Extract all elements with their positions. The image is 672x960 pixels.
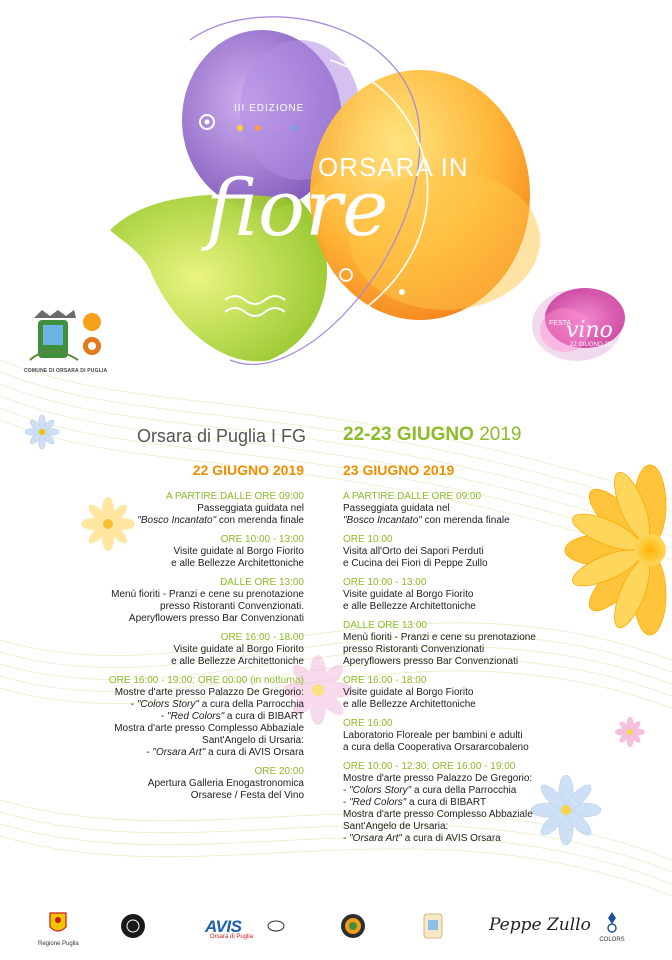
italic-title: "Red Colors" bbox=[349, 797, 407, 808]
title-fiore: fiore bbox=[206, 164, 389, 254]
event-block bbox=[60, 765, 304, 802]
event-line: Menù fioriti - Pranzi e cene su prenotazione bbox=[343, 632, 536, 643]
small-daisy-left bbox=[25, 415, 59, 449]
peppe-zullo-logo: Peppe Zullo bbox=[489, 915, 591, 935]
event-line: e alle Bellezze Architettoniche bbox=[171, 656, 304, 667]
event-time: ORE 10:00 - 12:30; ORE 16:00 - 19:00 bbox=[343, 761, 516, 772]
dash: - bbox=[343, 785, 350, 796]
day-1-title: 22 GIUGNO 2019 bbox=[192, 462, 304, 478]
event-line-tail: a cura di BIBART bbox=[224, 711, 304, 722]
event-line: Visite guidate al Borgo Fiorito bbox=[343, 589, 474, 600]
event-line: Passeggiata guidata nel bbox=[343, 503, 450, 514]
comune-label: COMUNE DI ORSARA DI PUGLIA bbox=[24, 368, 108, 374]
comune-emblem bbox=[30, 310, 78, 360]
festa-vino-word: vino bbox=[566, 318, 613, 343]
event-line: Orsarese / Festa del Vino bbox=[190, 790, 304, 801]
event-block bbox=[60, 533, 304, 570]
avis-logo-text: AVIS bbox=[205, 917, 242, 936]
small-pink-flower-right bbox=[615, 717, 645, 747]
event-time: ORE 16:00 - 18.00 bbox=[220, 632, 304, 643]
event-dates bbox=[343, 424, 521, 446]
event-block bbox=[343, 674, 573, 711]
event-block bbox=[60, 674, 304, 759]
event-time: DALLE ORE 13:00 bbox=[343, 620, 427, 631]
event-line-tail: a cura di AVIS Orsara bbox=[401, 833, 501, 844]
event-time: A PARTIRE DALLE ORE 09:00 bbox=[343, 491, 482, 502]
event-line: a cura della Cooperativa Orsararcobaleno bbox=[343, 742, 529, 753]
event-line-tail: a cura di AVIS Orsara bbox=[205, 747, 304, 758]
event-time: ORE 20:00 bbox=[254, 766, 304, 777]
location-place: Orsara di Puglia I FG bbox=[136, 426, 306, 446]
event-line: e alle Bellezze Architettoniche bbox=[343, 699, 476, 710]
event-block bbox=[343, 490, 573, 527]
bear-icon bbox=[268, 921, 284, 931]
event-sub-line bbox=[343, 785, 573, 797]
italic-title: "Orsara Art" bbox=[349, 833, 402, 844]
event-line: Sant'Angelo de Ursaria: bbox=[343, 821, 449, 832]
event-line: e alle Bellezze Architettoniche bbox=[343, 601, 476, 612]
festa-date: 22 GIUGNO 2019 bbox=[570, 342, 618, 348]
event-line: Visita all'Orto dei Sapori Perduti bbox=[343, 546, 484, 557]
italic-title: "Colors Story" bbox=[349, 785, 412, 796]
event-line: Menù fioriti - Pranzi e cene su prenotazione bbox=[111, 589, 304, 600]
event-time: ORE 16:00 bbox=[343, 718, 393, 729]
event-block bbox=[60, 631, 304, 668]
dash: - bbox=[146, 747, 153, 758]
regione-puglia-label: Regione Puglia bbox=[38, 941, 79, 947]
event-time: ORE 10:00 bbox=[343, 534, 393, 545]
avis-sub-label: Orsara di Puglia bbox=[210, 934, 254, 940]
event-line: Apertura Galleria Enogastronomica bbox=[147, 778, 304, 789]
event-line: Visite guidate al Borgo Fiorito bbox=[173, 546, 304, 557]
event-line-tail: a cura della Parrocchia bbox=[198, 699, 304, 710]
event-line bbox=[343, 515, 573, 527]
event-block bbox=[343, 619, 573, 668]
event-line: e Cucina dei Fiori di Peppe Zullo bbox=[343, 558, 488, 569]
italic-title: "Bosco Incantato" bbox=[343, 515, 422, 526]
event-line: Mostre d'arte presso Palazzo De Gregorio: bbox=[114, 687, 304, 698]
orsara-logo bbox=[83, 313, 101, 355]
event-line: Mostre d'arte presso Palazzo De Gregorio: bbox=[343, 773, 533, 784]
event-line-tail: con merenda finale bbox=[216, 515, 304, 526]
bibart-logo bbox=[121, 914, 145, 938]
event-line: Visite guidate al Borgo Fiorito bbox=[173, 644, 304, 655]
event-line: Sant'Angelo di Ursaria: bbox=[202, 735, 304, 746]
event-line: Mostra d'arte presso Complesso Abbaziale bbox=[114, 723, 304, 734]
event-block bbox=[343, 576, 573, 613]
event-line-tail: con merenda finale bbox=[421, 515, 510, 526]
dash: - bbox=[343, 833, 350, 844]
dash: - bbox=[160, 711, 168, 722]
event-line: Laboratorio Floreale per bambini e adulti bbox=[343, 730, 523, 741]
event-line: presso Ristoranti Convenzionati bbox=[343, 644, 485, 655]
italic-title: "Red Colors" bbox=[167, 711, 225, 722]
event-line: Aperyflowers presso Bar Convenzionati bbox=[128, 613, 304, 624]
event-time: ORE 10:00 - 13:00 bbox=[343, 577, 427, 588]
title-orsara-in: ORSARA IN bbox=[318, 152, 469, 182]
event-time: A PARTIRE DALLE ORE 09:00 bbox=[165, 491, 304, 502]
italic-title: "Orsara Art" bbox=[152, 747, 206, 758]
event-line-tail: a cura di BIBART bbox=[406, 797, 487, 808]
event-dates-bold: 22-23 GIUGNO bbox=[343, 424, 474, 445]
event-block bbox=[60, 490, 304, 527]
event-time: DALLE ORE 13:00 bbox=[220, 577, 304, 588]
dash: - bbox=[130, 699, 137, 710]
dash: - bbox=[343, 797, 350, 808]
event-line-tail: a cura della Parrocchia bbox=[411, 785, 517, 796]
edition-label: III EDIZIONE bbox=[234, 103, 305, 114]
event-sub-line bbox=[343, 833, 573, 845]
event-sub-line bbox=[60, 711, 304, 723]
event-block bbox=[60, 576, 304, 625]
program-day-2 bbox=[343, 462, 573, 851]
day-2-title: 23 GIUGNO 2019 bbox=[343, 462, 455, 478]
event-line: Visite guidate al Borgo Fiorito bbox=[343, 687, 474, 698]
orsararcobaleno-logo bbox=[341, 914, 365, 938]
event-sub-line bbox=[60, 699, 304, 711]
event-line: Aperyflowers presso Bar Convenzionati bbox=[343, 656, 519, 667]
event-sub-line bbox=[60, 747, 304, 759]
event-time: ORE 16:00 - 18:00 bbox=[343, 675, 427, 686]
event-dates-year: 2019 bbox=[473, 424, 522, 445]
vino-bottle-logo bbox=[424, 914, 442, 938]
program-day-1 bbox=[60, 462, 304, 808]
event-line bbox=[60, 515, 304, 527]
event-line: e alle Bellezze Architettoniche bbox=[171, 558, 304, 569]
event-line: Mostra d'arte presso Complesso Abbaziale bbox=[343, 809, 533, 820]
event-time: ORE 16:00 - 19:00; ORE 00:00 (in notturna) bbox=[108, 675, 304, 686]
festa-label: FESTA bbox=[549, 320, 572, 327]
italic-title: "Bosco Incantato" bbox=[137, 515, 217, 526]
colors-logo bbox=[608, 912, 616, 932]
event-block bbox=[343, 533, 573, 570]
event-sub-line bbox=[343, 797, 573, 809]
event-line: Passeggiata guidata nel bbox=[197, 503, 304, 514]
event-block bbox=[343, 760, 573, 845]
regione-puglia-logo bbox=[50, 913, 66, 931]
colors-label: COLORS bbox=[599, 937, 625, 943]
italic-title: "Colors Story" bbox=[136, 699, 199, 710]
event-block bbox=[343, 717, 573, 754]
sunflower-right bbox=[565, 465, 666, 635]
event-line: presso Ristoranti Convenzionati. bbox=[160, 601, 304, 612]
event-time: ORE 10:00 - 13:00 bbox=[220, 534, 304, 545]
